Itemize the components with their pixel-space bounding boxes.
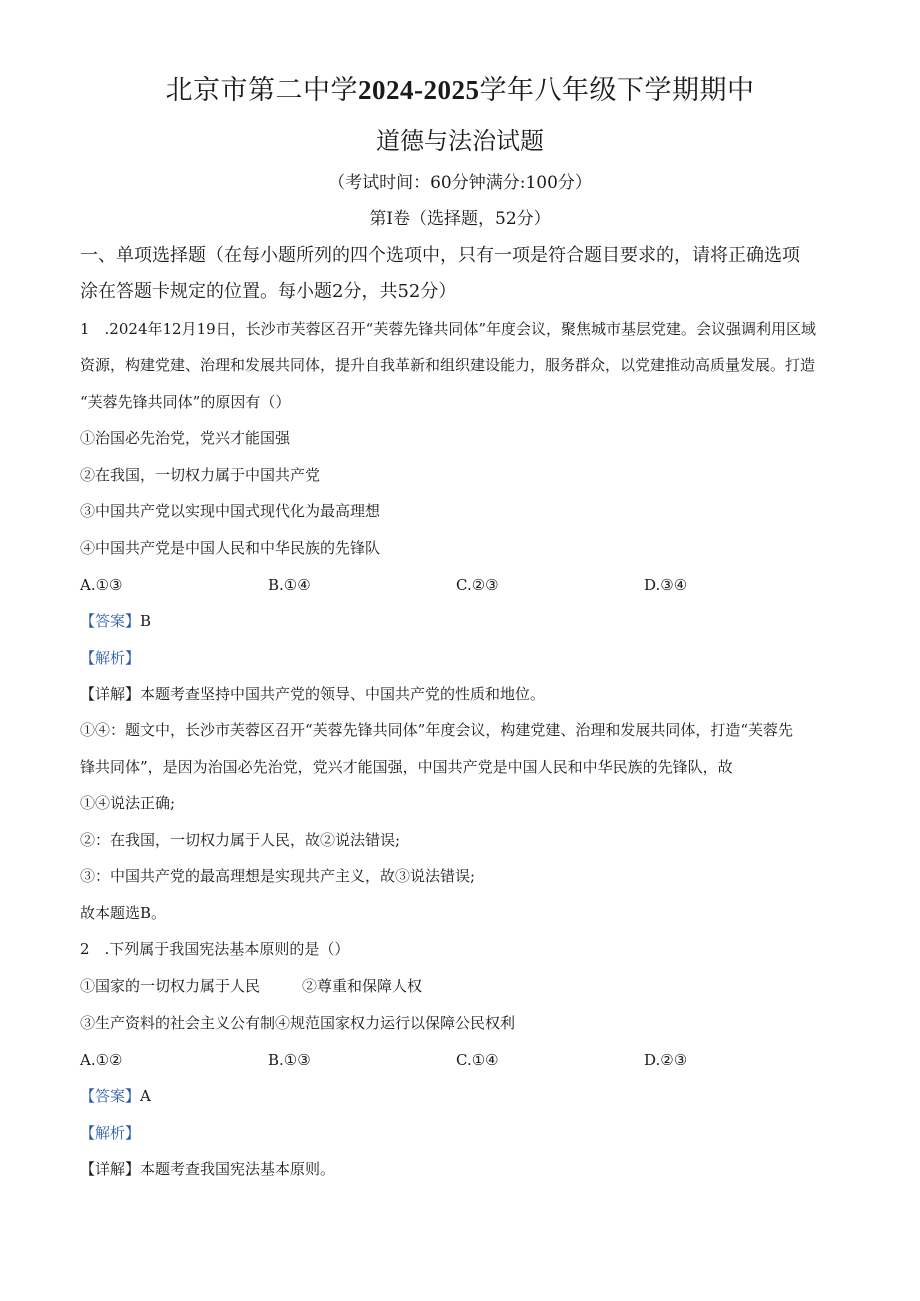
title-term: 学年八年级下学期期中 <box>479 75 755 106</box>
q1-statement-1: ①治国必先治党，党兴才能国强 <box>80 429 291 447</box>
q1-explain-2: ②：在我国，一切权力属于人民，故②说法错误; <box>80 831 401 849</box>
answer-tag: 【答案】 <box>80 612 141 630</box>
q1-conclusion: 故本题选B。 <box>80 904 167 922</box>
q1-statement-4: ④中国共产党是中国人民和中华民族的先锋队 <box>80 539 381 557</box>
q1-stem-line2: 资源，构建党建、治理和发展共同体，提升自我革新和组织建设能力，服务群众，以党建推动高质量发展。打造 <box>80 356 816 374</box>
q1-detail <box>80 681 545 707</box>
q2-statement-2: ②尊重和保障人权 <box>302 977 423 995</box>
q1-answer <box>80 608 151 634</box>
q2-option-a: A.①② <box>80 1051 123 1069</box>
q1-option-d: D.③④ <box>644 576 688 594</box>
q1-option-c: C.②③ <box>456 576 499 594</box>
q1-statement-3: ③中国共产党以实现中国式现代化为最高理想 <box>80 502 381 520</box>
detail-text: 本题考查我国宪法基本原则。 <box>140 1160 336 1178</box>
q2-analysis-tag: 【解析】 <box>80 1124 141 1142</box>
detail-tag: 【详解】 <box>80 1160 141 1178</box>
exam-info: （考试时间：60分钟满分:100分） <box>328 173 592 193</box>
q2-answer <box>80 1083 151 1109</box>
exam-subtitle: 道德与法治试题 <box>376 127 544 155</box>
section-heading <box>80 238 840 310</box>
detail-text: 本题考查坚持中国共产党的领导、中国共产党的性质和地位。 <box>140 685 546 703</box>
q1-explain-1-line1: ①④：题文中，长沙市芙蓉区召开“芙蓉先锋共同体”年度会议，构建党建、治理和发展共同体，打造“芙蓉先 <box>80 721 794 739</box>
q2-stem: 2 .下列属于我国宪法基本原则的是（） <box>80 940 350 958</box>
q1-explain-1-line2: 锋共同体”，是因为治国必先治党，党兴才能国强，中国共产党是中国人民和中华民族的先锋队，故 <box>80 758 733 776</box>
q1-option-a: A.①③ <box>80 576 123 594</box>
q1-stem-line3: “芙蓉先锋共同体”的原因有（） <box>80 393 291 411</box>
answer-value: B <box>140 612 152 630</box>
q1-explain-3: ③：中国共产党的最高理想是实现共产主义，故③说法错误; <box>80 867 476 885</box>
q2-statement-1: ①国家的一切权力属于人民 <box>80 977 261 995</box>
q1-option-b: B.①④ <box>268 576 311 594</box>
section-heading-line2: 涂在答题卡规定的位置。每小题2分，共52分） <box>80 281 457 302</box>
q2-option-c: C.①④ <box>456 1051 499 1069</box>
section-heading-line1: 一、单项选择题（在每小题所列的四个选项中，只有一项是符合题目要求的，请将正确选项 <box>80 245 800 266</box>
answer-value: A <box>140 1087 151 1105</box>
q2-option-d: D.②③ <box>644 1051 688 1069</box>
q1-stem-line1: 1 .2024年12月19日，长沙市芙蓉区召开“芙蓉先锋共同体”年度会议，聚焦城市基层党建。会议强调利用区域 <box>80 320 817 338</box>
q1-explain-1-line3: ①④说法正确; <box>80 794 176 812</box>
q2-detail <box>80 1156 335 1182</box>
q1-statement-2: ②在我国，一切权力属于中国共产党 <box>80 466 321 484</box>
title-years: 2024-2025 <box>358 75 480 105</box>
answer-tag: 【答案】 <box>80 1087 141 1105</box>
q2-option-b: B.①③ <box>268 1051 311 1069</box>
exam-title <box>0 72 920 109</box>
q1-analysis-tag: 【解析】 <box>80 649 141 667</box>
volume-heading: 第I卷（选择题，52分） <box>369 209 551 229</box>
q2-statement-34: ③生产资料的社会主义公有制④规范国家权力运行以保障公民权利 <box>80 1014 516 1032</box>
detail-tag: 【详解】 <box>80 685 141 703</box>
title-school: 北京市第二中学 <box>165 75 358 106</box>
